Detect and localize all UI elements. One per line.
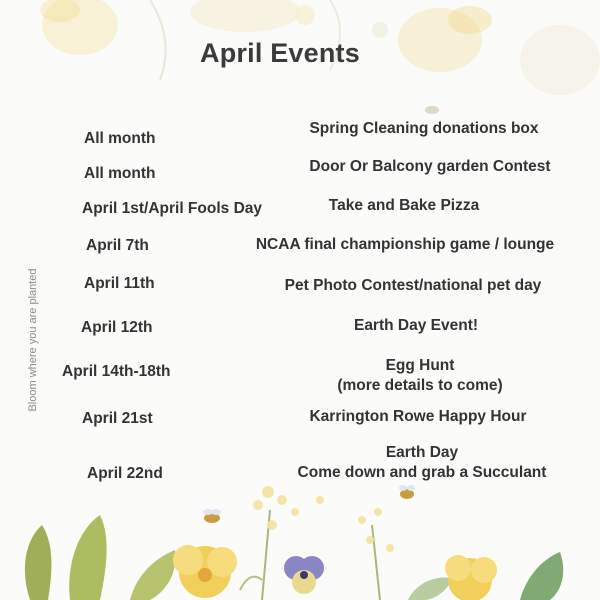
event-description	[298, 443, 547, 483]
event-description: Earth Day Event!	[353, 317, 479, 334]
pansy-flower-icon	[284, 556, 324, 594]
event-line2: (more details to come)	[337, 377, 503, 394]
event-description: Door Or Balcony garden Contest	[309, 158, 551, 175]
event-date: All month	[84, 165, 156, 182]
event-line1: Egg Hunt	[385, 357, 455, 374]
bee-icon	[203, 509, 221, 523]
leaf-icon	[130, 550, 175, 600]
small-blossoms-icon	[253, 486, 394, 552]
event-date: April 14th-18th	[62, 363, 171, 380]
leaf-icon	[520, 552, 563, 600]
yellow-flower-icon	[445, 555, 497, 600]
bee-icon	[399, 485, 415, 499]
side-tagline: Bloom where you are planted	[27, 268, 39, 412]
top-flower-center	[190, 0, 300, 32]
event-description	[337, 356, 502, 396]
event-line1: Earth Day	[385, 444, 459, 461]
event-description: Karrington Rowe Happy Hour	[309, 408, 527, 425]
yellow-flower-icon	[173, 545, 237, 598]
event-date: April 11th	[84, 275, 155, 292]
event-description: Spring Cleaning donations box	[309, 120, 539, 137]
event-description: NCAA final championship game / lounge	[255, 236, 555, 253]
event-date: April 21st	[82, 410, 153, 427]
page-title: April Events	[200, 38, 360, 68]
event-date: April 22nd	[87, 465, 163, 482]
event-date: April 7th	[86, 237, 149, 254]
event-description: Take and Bake Pizza	[328, 197, 480, 214]
leaf-icon	[69, 515, 106, 600]
event-line2: Come down and grab a Succulant	[297, 464, 547, 481]
bee-icon	[425, 106, 439, 114]
event-description: Pet Photo Contest/national pet day	[284, 277, 542, 294]
leaf-icon	[408, 577, 452, 600]
leaf-icon	[25, 525, 52, 600]
event-date: All month	[84, 130, 156, 147]
event-date: April 12th	[81, 319, 153, 336]
event-date: April 1st/April Fools Day	[82, 200, 263, 217]
